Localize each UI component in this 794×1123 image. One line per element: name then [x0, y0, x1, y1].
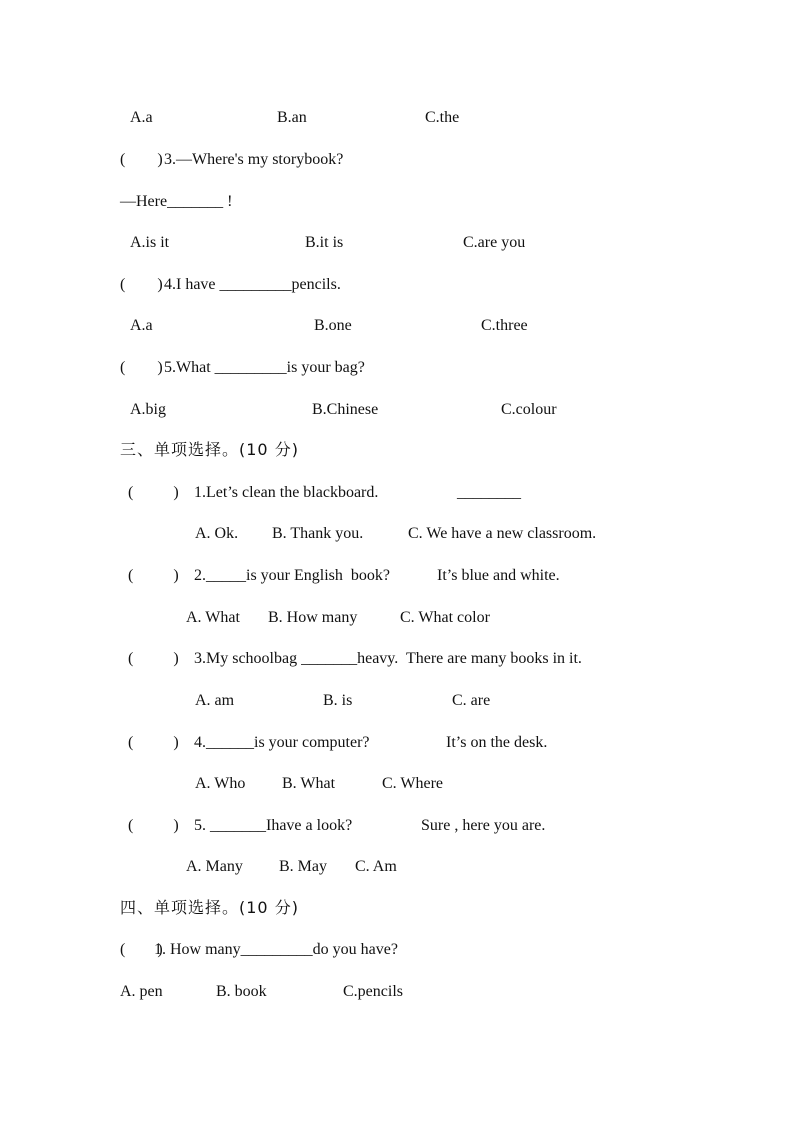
- s3-q3-answer-paren[interactable]: ( ): [128, 650, 179, 667]
- q4-option-c: C.three: [481, 317, 528, 334]
- q4-option-b: B.one: [314, 317, 352, 334]
- q4-option-a: A.a: [130, 317, 153, 334]
- s3-q2-option-a: A. What: [186, 609, 240, 626]
- q2-option-c: C.the: [425, 109, 460, 126]
- s3-q5-answer-paren[interactable]: ( ): [128, 817, 179, 834]
- q5-option-c: C.colour: [501, 401, 557, 418]
- section-4-title: 四、单项选择。(10 分): [120, 898, 299, 917]
- s3-q3-option-a: A. am: [195, 692, 235, 709]
- s4-q1-question: 1. How many_________do you have?: [154, 941, 398, 958]
- s3-q4-option-a: A. Who: [195, 775, 246, 792]
- q5-question: 5.What _________is your bag?: [164, 359, 365, 376]
- q3-option-a: A.is it: [130, 234, 170, 251]
- s4-q1-answer-paren[interactable]: ( ): [120, 941, 163, 958]
- s3-q2-answer-paren[interactable]: ( ): [128, 567, 179, 584]
- q2-option-a: A.a: [130, 109, 153, 126]
- s3-q4-answer-paren[interactable]: ( ): [128, 734, 179, 751]
- s4-q1-option-c: C.pencils: [343, 983, 403, 1000]
- s3-q1-option-a: A. Ok.: [195, 525, 239, 542]
- s3-q5-option-b: B. May: [279, 858, 327, 875]
- s3-q1-option-b: B. Thank you.: [272, 525, 364, 542]
- q3-question: 3.—Where's my storybook?: [164, 151, 344, 168]
- q4-question: 4.I have _________pencils.: [164, 276, 341, 293]
- s3-q5-option-a: A. Many: [186, 858, 243, 875]
- section-3-title: 三、单项选择。(10 分): [120, 440, 299, 459]
- s3-q2-option-c: C. What color: [400, 609, 490, 626]
- s3-q5-option-c: C. Am: [355, 858, 397, 875]
- s3-q3-option-c: C. are: [452, 692, 491, 709]
- q3-answer-line: —Here_______ !: [120, 193, 233, 210]
- q4-answer-paren[interactable]: ( ): [120, 276, 163, 293]
- s4-q1-option-a: A. pen: [120, 983, 163, 1000]
- s3-q1-option-c: C. We have a new classroom.: [408, 525, 597, 542]
- s3-q4-option-b: B. What: [282, 775, 336, 792]
- s3-q4-option-c: C. Where: [382, 775, 444, 792]
- s3-q3-option-b: B. is: [323, 692, 353, 709]
- s3-q1-question: 1.Let’s clean the blackboard.: [194, 484, 379, 501]
- s3-q4-question: 4.______is your computer?: [194, 734, 370, 751]
- s3-q2-option-b: B. How many: [268, 609, 358, 626]
- s3-q1-response: ________: [457, 484, 521, 501]
- q5-answer-paren[interactable]: ( ): [120, 359, 163, 376]
- q5-option-a: A.big: [130, 401, 166, 418]
- s3-q2-response: It’s blue and white.: [437, 567, 560, 584]
- s3-q2-question: 2._____is your English book?: [194, 567, 390, 584]
- s3-q1-answer-paren[interactable]: ( ): [128, 484, 179, 501]
- s3-q4-response: It’s on the desk.: [446, 734, 548, 751]
- q3-option-c: C.are you: [463, 234, 526, 251]
- s3-q3-question: 3.My schoolbag _______heavy. There are many books in it.: [194, 650, 582, 667]
- s4-q1-option-b: B. book: [216, 983, 267, 1000]
- s3-q5-question: 5. _______Ihave a look?: [194, 817, 353, 834]
- q2-option-b: B.an: [277, 109, 307, 126]
- q3-answer-paren[interactable]: ( ): [120, 151, 163, 168]
- q5-option-b: B.Chinese: [312, 401, 379, 418]
- q3-option-b: B.it is: [305, 234, 344, 251]
- s3-q5-response: Sure , here you are.: [421, 817, 546, 834]
